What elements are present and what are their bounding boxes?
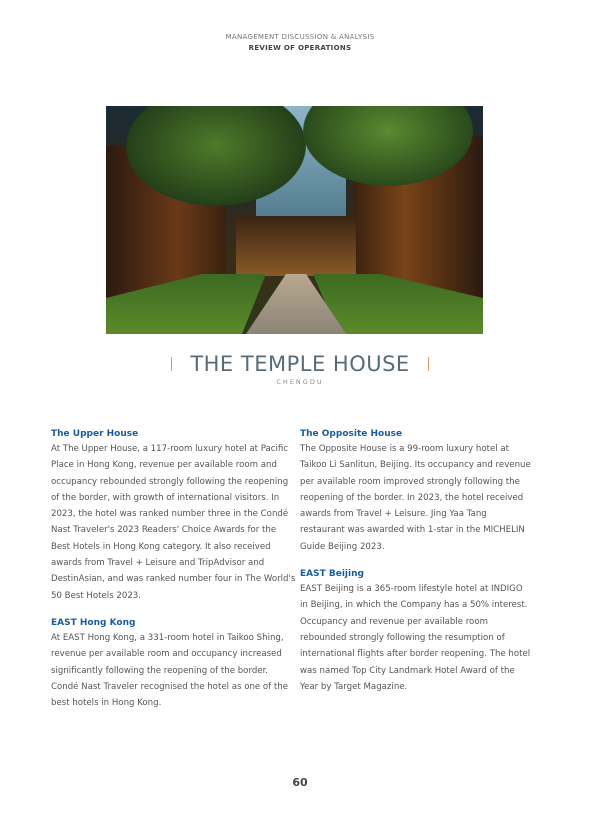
feature-title-block bbox=[0, 352, 600, 386]
right-column bbox=[300, 427, 532, 707]
temple-house-courtyard-photo bbox=[106, 106, 483, 334]
feature-location: CHENGDU bbox=[276, 378, 324, 386]
section-heading: The Upper House bbox=[51, 429, 139, 439]
subsection-label: REVIEW OF OPERATIONS bbox=[248, 44, 352, 52]
divider-left bbox=[171, 357, 173, 371]
left-column bbox=[51, 427, 296, 723]
feature-title: THE TEMPLE HOUSE bbox=[190, 352, 410, 376]
section-body: The Opposite House is a 99-room luxury hotel at Taikoo Li Sanlitun, Beijing. Its occupancy and revenue per available room improved strongly following the reopening of the border. In 2023, the hotel received awards from Travel + Leisure. Jing Yaa Tang restaurant was awarded with 1-star in the MICHELIN Guide Beijing 2023. bbox=[300, 444, 531, 552]
page-number: 60 bbox=[292, 776, 308, 789]
section-body: EAST Beijing is a 365-room lifestyle hotel at INDIGO in Beijing, in which the Company has a 50% interest. Occupancy and revenue per available room rebounded strongly following the resumption of international flights after border reopening. The hotel was named Top City Landmark Hotel Award of the Year by Target Magazine. bbox=[300, 584, 531, 692]
section-body: At The Upper House, a 117-room luxury hotel at Pacific Place in Hong Kong, revenue per available room and occupancy rebounded strongly following the reopening of the border, with growth of international visitors. In 2023, the hotel was ranked number three in the Condé Nast Traveler's 2023 Readers' Choice Awards for the Best Hotels in Hong Kong category. It also received awards from Travel + Leisure and TripAdvisor and DestinAsian, and was ranked number four in The World's 50 Best Hotels 2023. bbox=[51, 444, 296, 601]
section-label: MANAGEMENT DISCUSSION & ANALYSIS bbox=[225, 33, 375, 41]
section-heading: EAST Beijing bbox=[300, 569, 364, 580]
section-body: At EAST Hong Kong, a 331-room hotel in Taikoo Shing, revenue per available room and occupancy increased significantly following the reopening of the border. Condé Nast Traveler recognised the hotel as one of the best hotels in Hong Kong. bbox=[51, 632, 289, 709]
page-header bbox=[0, 33, 600, 52]
divider-right bbox=[428, 357, 430, 371]
section-heading: The Opposite House bbox=[300, 429, 403, 439]
section-heading: EAST Hong Kong bbox=[51, 617, 136, 628]
